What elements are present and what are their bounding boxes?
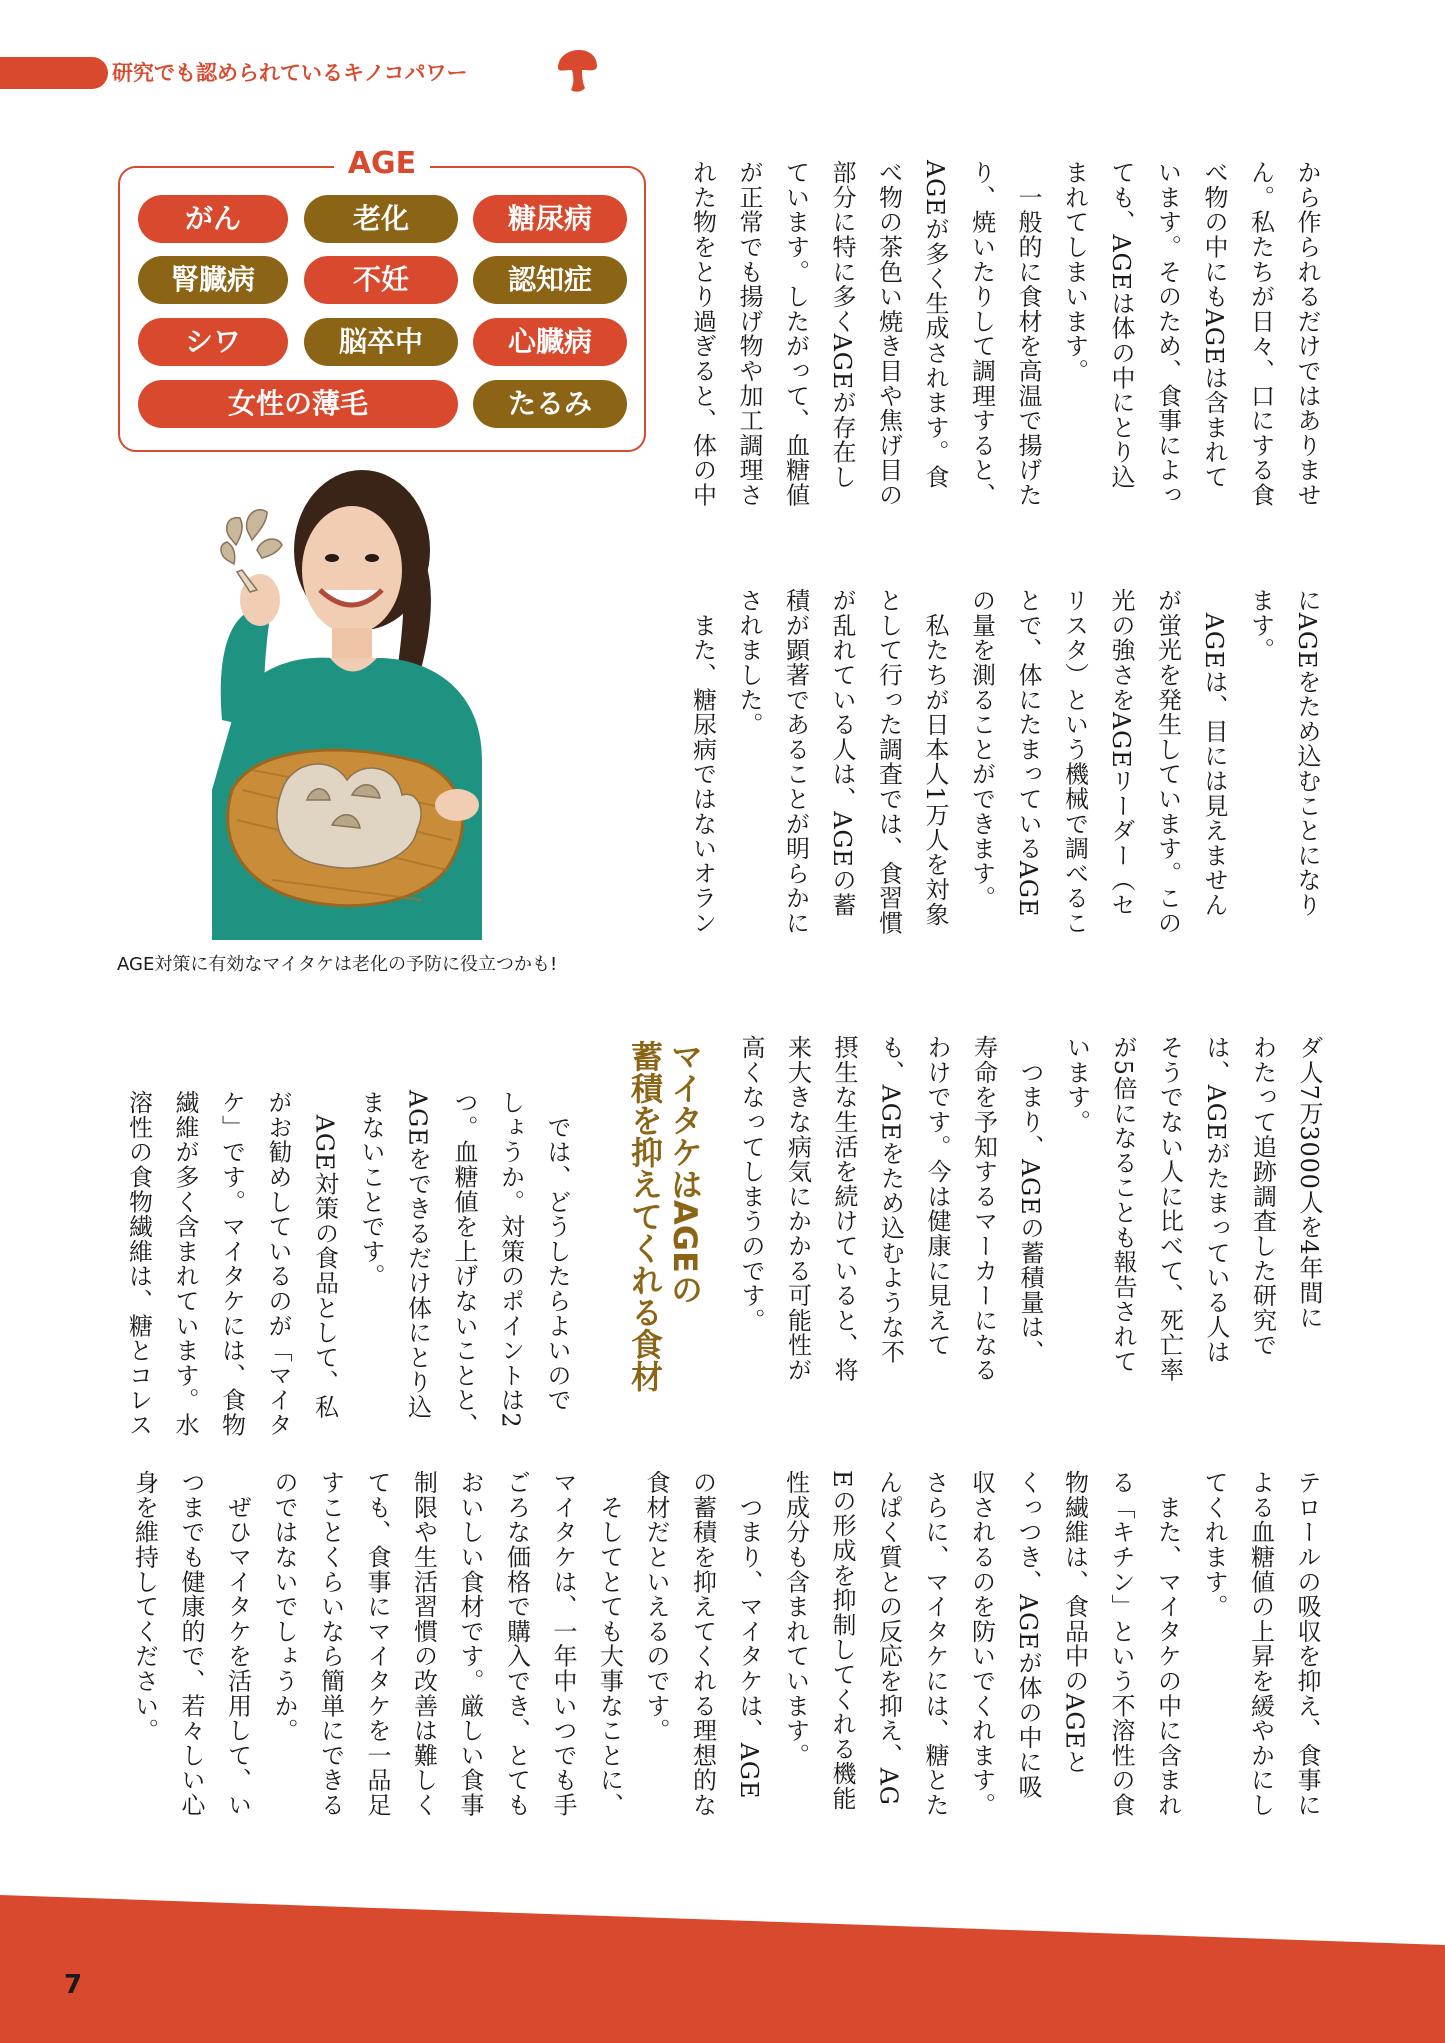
age-item-kidney-disease: 腎臓病 xyxy=(138,256,288,304)
age-item-stroke: 脳卒中 xyxy=(304,318,458,366)
age-item-diabetes: 糖尿病 xyxy=(473,195,627,243)
age-item-aging: 老化 xyxy=(304,195,458,243)
age-item-heart-disease: 心臓病 xyxy=(473,318,627,366)
age-item-dementia: 認知症 xyxy=(473,256,627,304)
article-block-3: ダ人7万3000人を4年間に わたって追跡調査した研究で は、AGEがたまっている人は そうでない人に比べて、死亡率 が5倍になることも報告されて います。 つまり、AGEの蓄積量は、 寿命を予知するマーカーになる わけです。今は健康に見えて も、AGEをため込むような不 摂生な生活を続けていると、将 来大きな病気にかかる可能性が 高くなってしまうのです。 xyxy=(737,1035,1323,1383)
woman-holding-maitake-photo xyxy=(212,460,570,940)
mushroom-icon xyxy=(555,48,599,94)
age-diseases-box xyxy=(118,146,646,452)
article-block-4: では、どうしたらよいので しょうか。対策のポイントは2 つ。血糖値を上げないことと、 AGEをできるだけ体にとり込 まないことです。 AGE対策の食品として、私 がお勧めしているのが「マイタ ケ」です。マイタケには、食物 繊維が多く含まれています。水 溶性の食物繊維は、糖とコレス xyxy=(124,1090,571,1438)
section-heading: マイタケはAGEの 蓄積を抑えてくれる食材 xyxy=(626,1040,704,1392)
age-item-wrinkles: シワ xyxy=(138,318,288,366)
article-block-1: から作られるだけではありませ ん。私たちが日々、口にする食 べ物の中にもAGEは含まれて います。そのため、食事によっ ても、AGEは体の中にとり込 まれてしまいます。 一般的に食材を高温で揚げた り、焼いたりして調理すると、 AGEが多く生成されます。食 べ物の茶色い焼き目や焦げ目の 部分に特に多くAGEが存在し ています。したがって、血糖値 が正常でも揚げ物や加工調理さ れた物をとり過ぎると、体の中 xyxy=(688,160,1321,508)
section-title: 研究でも認められているキノコパワー xyxy=(112,61,468,85)
footer-band xyxy=(0,1895,1445,2043)
photo-caption: AGE対策に有効なマイタケは老化の予防に役立つかも! xyxy=(117,954,558,975)
age-item-female-hair-loss: 女性の薄毛 xyxy=(138,380,458,428)
age-box-title: AGE xyxy=(120,146,644,181)
age-item-sagging: たるみ xyxy=(473,380,627,428)
age-item-cancer: がん xyxy=(138,195,288,243)
article-block-2: にAGEをため込むことになり ます。 AGEは、目には見えません が蛍光を発生しています。この 光の強さをAGEリーダー（セ リスタ）という機械で調べるこ とで、体にたまっているAGE の量を測ることができます。 私たちが日本人1万人を対象 として行った調査では、食習慣 が乱れている人は、AGEの蓄 積が顕著であることが明らかに されました。 また、糖尿病ではないオラン xyxy=(688,588,1321,936)
age-item-infertility: 不妊 xyxy=(304,256,458,304)
page-number: 7 xyxy=(64,1970,83,2000)
article-block-5: テロールの吸収を抑え、食事に よる血糖値の上昇を緩やかにし てくれます。 また、マイタケの中に含まれ る「キチン」という不溶性の食 物繊維は、食品中のAGEと くっつき、AGEが体の中に吸 収されるのを防いでくれます。 さらに、マイタケには、糖とた んぱく質との反応を抑え、AG Eの形成を抑制してくれる機能 性成分も含まれています。 つまり、マイタケは、AGE の蓄積を抑えてくれる理想的な 食材だといえるのです。 そしてとても大事なことに、 マイタケは、一年中いつでも手 ごろな価格で購入でき、とても おいしい食材です。厳しい食事 制限や生活習慣の改善は難しく ても、食事にマイタケを一品足 すことくらいなら簡単にできる のではないでしょうか。 ぜひマイタケを活用して、い つまでも健康的で、若々しい心 身を維持してください。 xyxy=(130,1470,1321,1818)
header-accent-bar xyxy=(0,57,108,89)
